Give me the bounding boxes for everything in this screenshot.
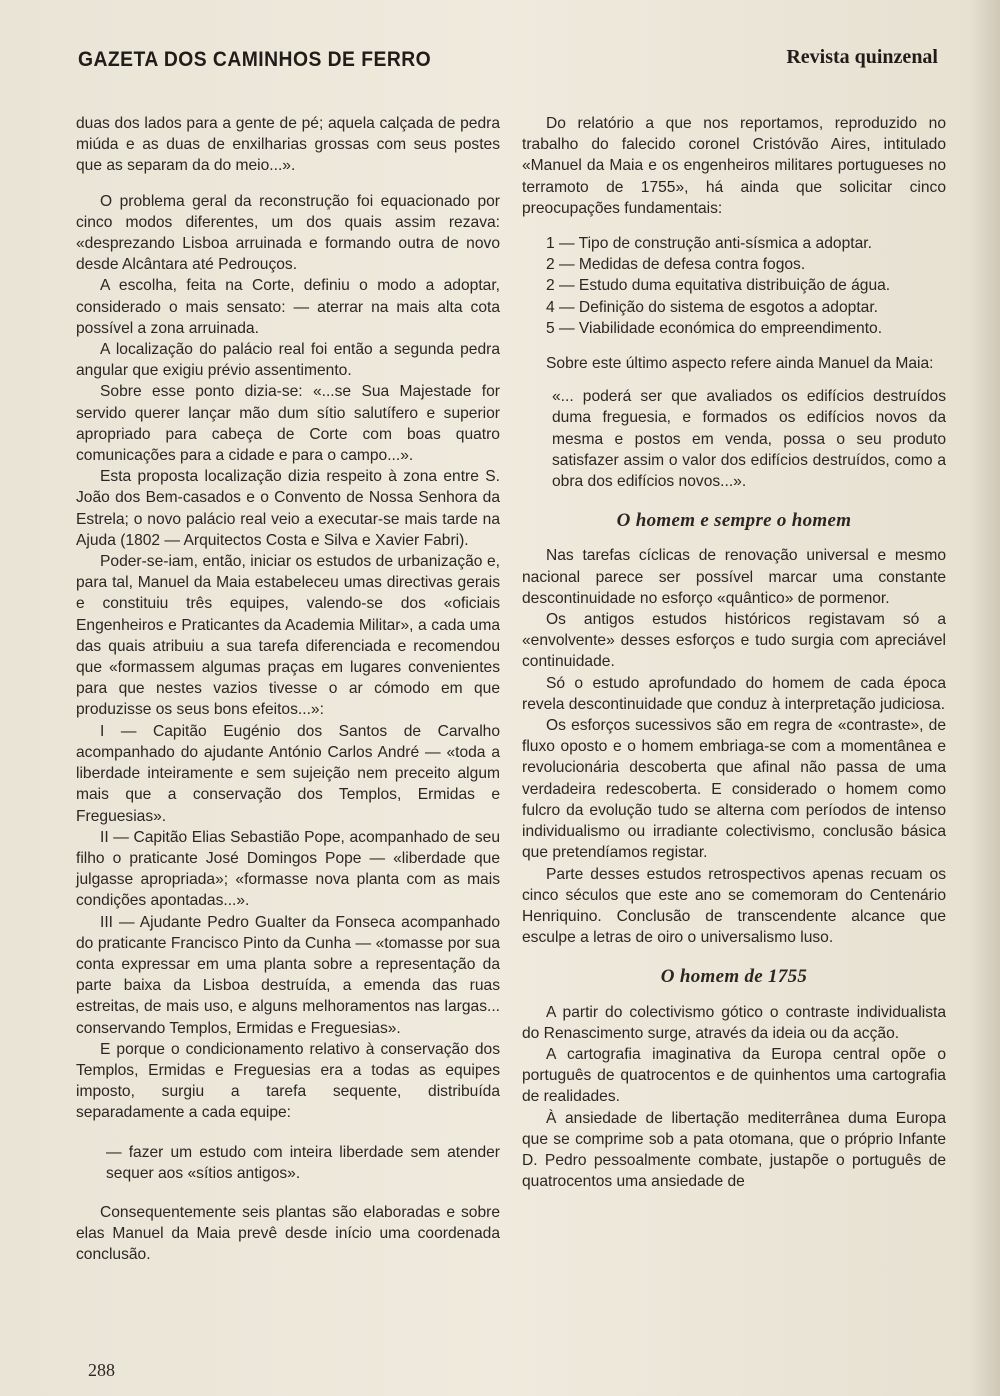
- paragraph: Nas tarefas cíclicas de renovação universal e mesmo nacional parece ser possível marcar uma constante descontinuidade no esforço «quântico» de pormenor.: [522, 547, 946, 607]
- concerns-list: [546, 233, 946, 339]
- paragraph: A partir do colectivismo gótico o contraste individualista do Renascimento surge, através da ideia ou da acção.: [522, 1003, 946, 1042]
- paragraph: Parte desses estudos retrospectivos apenas recuam os cinco séculos que este ano se comemoram do Centenário Henriquino. Conclusão de transcendente alcance que esculpe a letras de oiro o universalismo luso.: [522, 865, 946, 947]
- paragraph: duas dos lados para a gente de pé; aquela calçada de pedra miúda e as duas de enxilharias grossas com seus postes que as separam da do meio...».: [76, 115, 500, 175]
- list-item: 5 — Viabilidade económica do empreendimento.: [546, 319, 883, 337]
- left-column: [76, 113, 500, 1266]
- list-item: 2 — Medidas de defesa contra fogos.: [546, 256, 806, 274]
- paragraph: O problema geral da reconstrução foi equacionado por cinco modos diferentes, um dos quais assim rezava: «desprezando Lisboa arruinada e formando outra de novo desde Alcântara até Pedrouços.: [76, 192, 500, 274]
- paragraph: A localização do palácio real foi então a segunda pedra angular que exigiu prévio assentimento.: [76, 341, 500, 380]
- paragraph: E porque o condicionamento relativo à conservação dos Templos, Ermidas e Freguesias era a todas as equipes imposto, surgiu a tarefa sequente, distribuída separadamente a cada equipe:: [76, 1040, 500, 1122]
- journal-subtitle: Revista quinzenal: [786, 46, 938, 68]
- block-quote: «... poderá ser que avaliados os edifícios destruídos duma freguesia, e formados os edifícios novos da mesma e postos em venda, possa o seu produto satisfazer assim o valor dos edifícios destruídos, como a obra dos edifícios novos...».: [552, 388, 946, 491]
- list-item: 1 — Tipo de construção anti-sísmica a adoptar.: [546, 235, 872, 253]
- list-item: 4 — Definição do sistema de esgotos a adoptar.: [546, 298, 878, 316]
- page-number: 288: [88, 1360, 115, 1380]
- paragraph: Sobre este último aspecto refere ainda Manuel da Maia:: [546, 355, 934, 373]
- paragraph: Os antigos estudos históricos registavam só a «envolvente» desses esforços e tudo surgia com apreciável continuidade.: [522, 611, 946, 671]
- dash-item: — fazer um estudo com inteira liberdade sem atender sequer aos «sítios antigos».: [106, 1143, 500, 1182]
- paragraph: A cartografia imaginativa da Europa central opõe o português de quatrocentos e de quinhentos uma cartografia de realidades.: [522, 1045, 946, 1106]
- paragraph: Do relatório a que nos reportamos, reproduzido no trabalho do falecido coronel Cristóvão Aires, intitulado «Manuel da Maia e os engenheiros militares portugueses no terramoto de 1755», há ainda que solicitar cinco preocupações fundamentais:: [522, 115, 946, 217]
- journal-title: GAZETA DOS CAMINHOS DE FERRO: [78, 48, 432, 71]
- section-heading: O homem de 1755: [660, 966, 808, 988]
- paragraph: A escolha, feita na Corte, definiu o modo a adoptar, considerado o mais sensato: — aterrar na mais alta cota possível a zona arruinada.: [76, 277, 500, 337]
- paragraph: Sobre esse ponto dizia-se: «...se Sua Majestade for servido querer lançar mão dum sítio salutífero e superior apropriado para cabeça de Corte com boas quatro comunicações para a cidade e para o campo...».: [76, 383, 500, 465]
- list-item: 2 — Estudo duma equitativa distribuição de água.: [546, 277, 891, 295]
- paragraph: Os esforços sucessivos são em regra de «contraste», de fluxo oposto e o homem embriaga-se com a momentânea e revolucionária descoberta que afinal não passa de uma verdadeira redescoberta. E considerado o homem como fulcro da evolução tudo se alterna com períodos de intenso individualismo ou irradiante colectivismo, conclusão básica que pretendíamos registar.: [522, 717, 946, 862]
- team-item: III — Ajudante Pedro Gualter da Fonseca acompanhado do praticante Francisco Pinto da Cunha — «tomasse por sua conta expressar em uma planta sobre a representação da parte baixa da Lisboa destruída, a emenda das ruas estreitas, de mais uso, e alguns melhoramentos nas largas... conservando Templos, Ermidas e Freguesias».: [76, 913, 500, 1037]
- paragraph: Esta proposta localização dizia respeito à zona entre S. João dos Bem-casados e o Convento de Nossa Senhora da Estrela; o novo palácio real veio a executar-se mais tarde na Ajuda (1802 — Arquitectos Costa e Silva e Xavier Fabri).: [76, 468, 500, 549]
- paragraph: À ansiedade de libertação mediterrânea duma Europa que se comprime sob a pata otomana, que o próprio Infante D. Pedro pessoalmente combate, justapõe o português de quatrocentos uma ansiedade de: [522, 1109, 946, 1191]
- right-column: [522, 113, 946, 1192]
- paragraph: Poder-se-iam, então, iniciar os estudos de urbanização e, para tal, Manuel da Maia estabeleceu umas directivas gerais e constituiu três equipes, valendo-se dos «oficiais Engenheiros e Praticantes da Academia Militar», a cada uma das quais atribuiu a sua tarefa diferenciada e recomendou que «formassem algumas praças em lugares convenientes para que nestes vazios tivesse o ar cómodo em que produzisse os seus bons efeitos...»:: [76, 553, 500, 719]
- section-heading: O homem e sempre o homem: [616, 510, 852, 532]
- paragraph: Só o estudo aprofundado do homem de cada época revela descontinuidade que conduz à interpretação judiciosa.: [522, 674, 946, 713]
- team-item: I — Capitão Eugénio dos Santos de Carvalho acompanhado do ajudante António Carlos André — «toda a liberdade inteiramente e sem sujeição nem preceito algum mais que a conservação dos Templos, Ermidas e Freguesias».: [76, 722, 500, 825]
- team-item: II — Capitão Elias Sebastião Pope, acompanhado de seu filho o praticante José Domingos Pope — «liberdade que julgasse apropriada»; «formasse nova planta com as mais condições apontadas...».: [76, 828, 500, 910]
- paragraph: Consequentemente seis plantas são elaboradas e sobre elas Manuel da Maia prevê desde início uma coordenada conclusão.: [76, 1203, 500, 1264]
